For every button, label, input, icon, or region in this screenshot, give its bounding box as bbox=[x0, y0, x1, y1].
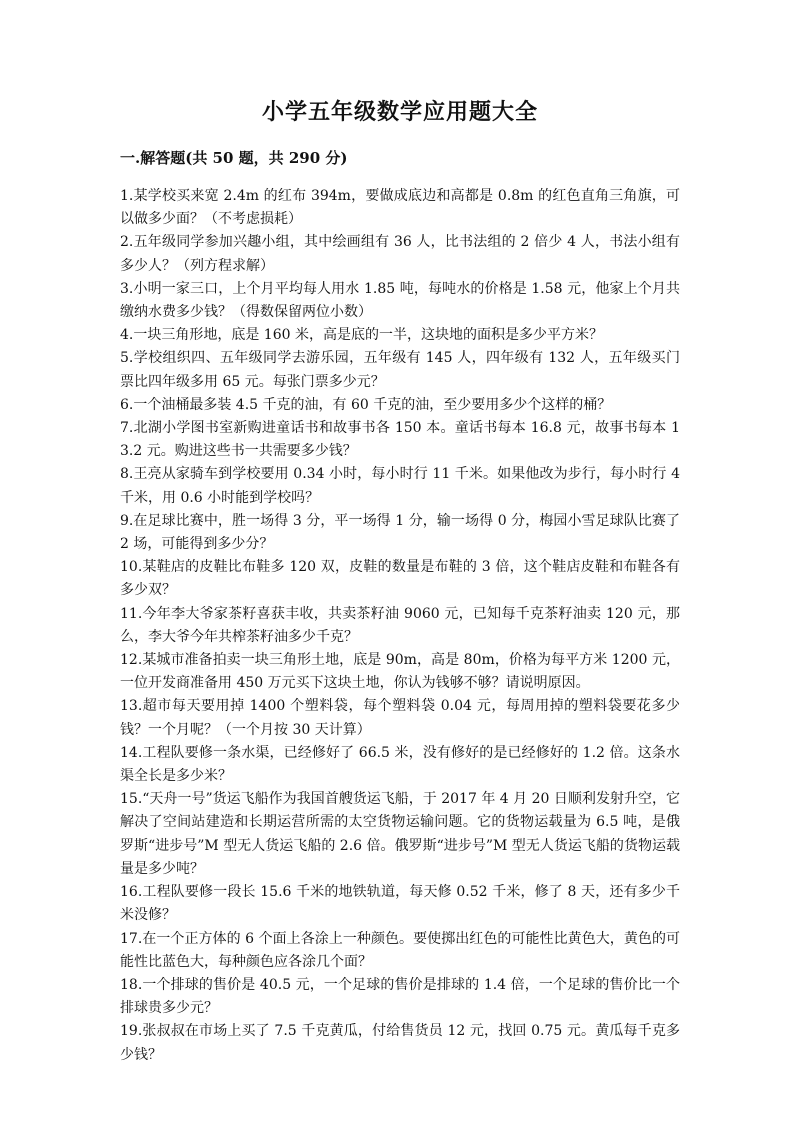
question-item: 15.“天舟一号”货运飞船作为我国首艘货运飞船，于 2017 年 4 月 20 日顺利发射升空，它解决了空间站建造和长期运营所需的太空货物运输问题。它的货物运载量为 6.5 吨，是俄罗斯“进步号”M 型无人货运飞船的 2.6 倍。俄罗斯“进步号”M 型无人货运飞船的货物运载量是多少吨？ bbox=[120, 791, 680, 877]
question-item: 3.小明一家三口，上个月平均每人用水 1.85 吨，每吨水的价格是 1.58 元，他家上个月共缴纳水费多少钱？（得数保留两位小数） bbox=[120, 280, 680, 321]
question-item: 17.在一个正方体的 6 个面上各涂上一种颜色。要使掷出红色的可能性比黄色大，黄色的可能性比蓝色大，每种颜色应各涂几个面？ bbox=[120, 930, 680, 970]
section-heading: 一.解答题(共 50 题，共 290 分) bbox=[120, 149, 348, 167]
question-item: 8.王亮从家骑车到学校要用 0.34 小时，每小时行 11 千米。如果他改为步行，每小时行 4 千米，用 0.6 小时能到学校吗？ bbox=[120, 466, 680, 506]
question-item: 18.一个排球的售价是 40.5 元，一个足球的售价是排球的 1.4 倍，一个足球的售价比一个排球贵多少元？ bbox=[120, 976, 680, 1017]
question-item: 5.学校组织四、五年级同学去游乐园，五年级有 145 人，四年级有 132 人，五年级买门票比四年级多用 65 元。每张门票多少元？ bbox=[120, 350, 680, 390]
question-item: 10.某鞋店的皮鞋比布鞋多 120 双，皮鞋的数量是布鞋的 3 倍，这个鞋店皮鞋和布鞋各有多少双？ bbox=[120, 559, 680, 599]
question-item: 4.一块三角形地，底是 160 米，高是底的一半，这块地的面积是多少平方米？ bbox=[120, 327, 603, 344]
question-item: 6.一个油桶最多装 4.5 千克的油，有 60 千克的油，至少要用多少个这样的桶？ bbox=[120, 396, 612, 413]
page-title: 小学五年级数学应用题大全 bbox=[261, 99, 538, 125]
question-item: 16.工程队要修一段长 15.6 千米的地铁轨道，每天修 0.52 千米，修了 8 天，还有多少千米没修？ bbox=[120, 884, 680, 924]
question-item: 11.今年李大爷家茶籽喜获丰收，共卖茶籽油 9060 元，已知每千克茶籽油卖 120 元，那么，李大爷今年共榨茶籽油多少千克？ bbox=[120, 605, 680, 645]
question-item: 2.五年级同学参加兴趣小组，其中绘画组有 36 人，比书法组的 2 倍少 4 人，书法小组有多少人？（列方程求解） bbox=[120, 234, 680, 274]
question-list bbox=[120, 185, 680, 1067]
question-item: 12.某城市准备拍卖一块三角形土地，底是 90m，高是 80m，价格为每平方米 1200 元，一位开发商准备用 450 万元买下这块土地，你认为钱够不够？请说明原因。 bbox=[120, 652, 680, 692]
question-item: 14.工程队要修一条水渠，已经修好了 66.5 米，没有修好的是已经修好的 1.2 倍。这条水渠全长是多少米？ bbox=[120, 744, 680, 785]
question-item: 1.某学校买来宽 2.4m 的红布 394m，要做成底边和高都是 0.8m 的红色直角三角旗，可以做多少面？（不考虑损耗） bbox=[120, 188, 680, 228]
question-item: 7.北湖小学图书室新购进童话书和故事书各 150 本。童话书每本 16.8 元，故事书每本 13.2 元。购进这些书一共需要多少钱？ bbox=[120, 420, 680, 460]
question-item: 13.超市每天要用掉 1400 个塑料袋，每个塑料袋 0.04 元，每周用掉的塑料袋要花多少钱？一个月呢？（一个月按 30 天计算） bbox=[120, 698, 680, 738]
question-item: 9.在足球比赛中，胜一场得 3 分，平一场得 1 分，输一场得 0 分，梅园小雪足球队比赛了 2 场，可能得到多少分？ bbox=[120, 512, 680, 553]
question-item: 19.张叔叔在市场上买了 7.5 千克黄瓜，付给售货员 12 元，找回 0.75 元。黄瓜每千克多少钱？ bbox=[120, 1023, 680, 1063]
